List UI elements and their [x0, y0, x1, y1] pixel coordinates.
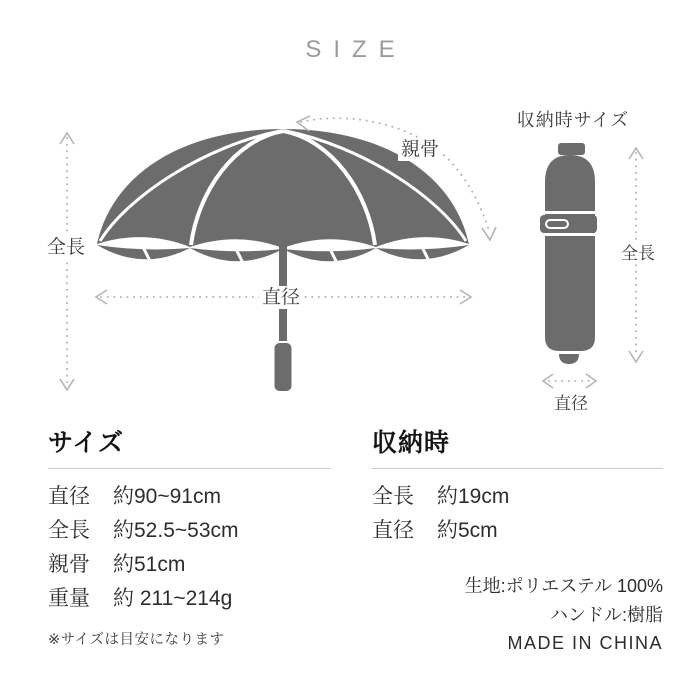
- open-total-length-label: 全長: [44, 236, 88, 259]
- spec-label: 重量: [48, 587, 90, 611]
- folded-size-heading: 収納時サイズ: [516, 110, 630, 130]
- spec-value: 約51cm: [113, 553, 186, 577]
- size-spec-section: [48, 428, 331, 649]
- spec-row-rib: [48, 546, 331, 580]
- size-section-heading: サイズ: [48, 429, 125, 457]
- spec-value: 約52.5~53cm: [113, 519, 239, 543]
- spec-value: 約 211~214g: [113, 587, 233, 611]
- spec-row-total-length: [48, 512, 331, 546]
- spec-row-weight: [48, 580, 331, 614]
- spec-value: 約19cm: [437, 485, 510, 509]
- arrowhead-downright-icon: [482, 227, 496, 240]
- spec-label: 全長: [48, 519, 90, 543]
- spec-value: 約90~91cm: [113, 485, 221, 509]
- arrowhead-right-icon: [460, 290, 471, 304]
- folded-total-length-label: 全長: [618, 243, 658, 264]
- folded-body: [545, 155, 595, 351]
- spec-row-diameter: [372, 512, 663, 546]
- folded-bottom-tip: [559, 354, 579, 364]
- rib-label: 親骨: [398, 138, 442, 161]
- arrowhead-right-icon: [586, 374, 596, 388]
- spec-value: 約5cm: [437, 519, 498, 543]
- spec-row-diameter: [48, 478, 331, 512]
- arrowhead-down-icon: [629, 351, 643, 362]
- spec-row-total-length: [372, 478, 663, 512]
- page-title: SIZE: [305, 36, 407, 63]
- stored-spec-section: [372, 428, 663, 658]
- arrowhead-down-icon: [60, 379, 74, 390]
- fabric-material-line: 生地:ポリエステル 100%: [464, 576, 663, 597]
- folded-top-cap: [558, 143, 585, 155]
- handle-material-line: ハンドル:樹脂: [549, 604, 663, 625]
- folded-diameter-label: 直径: [551, 393, 591, 414]
- divider: [372, 468, 663, 469]
- open-diameter-label: 直径: [259, 286, 303, 309]
- spec-label: 全長: [372, 485, 414, 509]
- size-spec-rows: [48, 478, 331, 614]
- size-disclaimer-note: ※サイズは目安になります: [48, 632, 225, 649]
- folded-umbrella-illustration: [540, 143, 600, 364]
- umbrella-handle: [275, 343, 292, 391]
- stored-section-heading: 収納時: [372, 429, 451, 457]
- arrowhead-upleft-icon: [297, 116, 310, 131]
- spec-label: 直径: [372, 519, 414, 543]
- materials-info: [372, 572, 663, 658]
- open-umbrella-illustration: [97, 129, 469, 391]
- spec-label: 直径: [48, 485, 90, 509]
- divider: [48, 468, 331, 469]
- made-in-line: MADE IN CHINA: [507, 633, 663, 654]
- spec-label: 親骨: [48, 553, 90, 577]
- stored-spec-rows: [372, 478, 663, 546]
